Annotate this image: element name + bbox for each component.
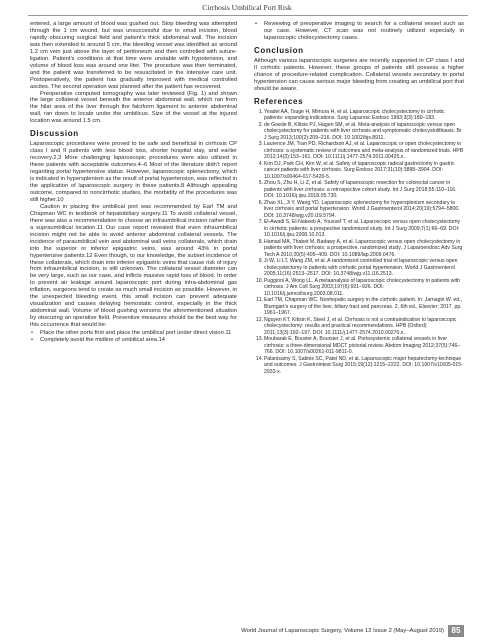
reference-item [254, 336, 464, 355]
page-number: 85 [448, 625, 464, 637]
reference-text: Kim DJ, Park CH, Kim W, et al. Safety of laparoscopic radical gastrectomy in gastric cancer patients with liver cirrhosis. Surg Endosc 2017;31(10):3898–3904. DOI: 10.1007/s00464-017-5420-5. [264, 160, 455, 180]
reference-item [254, 200, 464, 219]
reference-item [254, 297, 464, 316]
list-item: • Completely avoid the midline of umbilical area.14 [40, 337, 237, 344]
case-paragraph: Preoperative computed tomography was later reviewed (Fig. 1) and shown the large collateral vessel beneath the anterior abdominal wall, which ran from the hilar area of the liver through the falciform ligament to anterior abdominal wall, ran down to locate under the umbilicus. Size of the vessel at the injured location was around 1.5 cm. [30, 90, 237, 125]
conclusion-heading: Conclusion [254, 45, 304, 55]
list-item: • Place the other ports first and place the umbilical port under direct vision.11 [40, 330, 237, 337]
reference-number: 8. [258, 238, 263, 245]
reference-number: 12. [255, 316, 263, 323]
reference-item [254, 258, 464, 277]
reference-number: 10. [255, 277, 263, 284]
reference-text: Ji W, Li LT, Wang ZM, et al. A randomized controlled trial of laparoscopic versus open cholecystectomy in patients with cirrhotic portal hypertension. World J Gastroenterol 2005;11(16):2513–2517. DOI: 10.3748/wjg.v11.i16.2513. [264, 258, 458, 278]
reference-number: 7. [258, 219, 263, 226]
reference-text: Puggioni A, Wong LL. A metaanalysis of laparoscopic cholecystectomy in patients with cirrhosis. J Am Coll Surg 2003;197(6):921–926. DOI: 10.1016/j.jamcollsurg.2003.08.011. [264, 277, 460, 297]
running-header: Cirrhosis Umbilical Port Risk [202, 3, 292, 12]
reference-text: El-Awadi S, El-Nakeeb A, Youssef T, et al. Laparoscopic versus open cholecystectomy in cirrhotic patients: a prospective randomized study. Int J Surg 2009;7(1):66–69. DOI: 10.1016/j.ijsu.2008.10.013. [264, 219, 461, 239]
reference-text: Zhou S, Zhu H, Li Z, et al. Safety of laparoscopic resection for colorectal cancer in patients with liver cirrhosis: a retrospective cohort study. Int J Surg 2018;55:110–116. DOI: 10.1016/j.ijsu.2018.05.730. [264, 180, 457, 200]
reference-text: Nguyen KT, Kitisin K, Steel J, et al. Cirrhosis is not a contraindication to laparoscopic cholecystectomy: results and practical recommendations. HPB (Oxford) 2011;13(3):192–197. DOI: 10.1111/j.1477-2574.2010.00270.x. [264, 316, 457, 336]
reference-number: 9. [258, 258, 263, 265]
left-column [30, 21, 237, 345]
preventive-measures-list-continued [254, 21, 464, 42]
reference-text: Moubarak E, Bouvier A, Boursier J, et al. Portosystemic collateral vessels in liver cirrhosis: a three-dimensional MDCT pictorial review. Abdom Imaging 2012;37(5):746–766. DOI: 10.1007/s00261-011-9811-0. [264, 336, 461, 356]
reference-number: 1. [258, 108, 263, 115]
reference-number: 11. [256, 297, 263, 304]
reference-item [254, 122, 464, 141]
discussion-heading [30, 129, 237, 138]
reference-number: 2. [258, 121, 263, 128]
reference-number: 13. [255, 336, 263, 343]
preventive-measures-list [30, 330, 237, 344]
discussion-paragraph: Laparoscopic procedures were proved to be safe and beneficial in cirrhosis CP class I and II patients with less blood loss, shorter hospital stay, and earlier recovery.2,3 More challenging laparoscopic procedures were also utilized in these patients with acceptable outcomes.4–6 Most of the literature didn’t report regarding portal hypertensive status. However, laparoscopic splenectomy, which is indicated in hypersplenism as the result of portal hypertension, was reflected in the application of laparoscopic surgery in these patients.8 Although appealing outcome, compared to noncirrhotic studies, the morbidity of the procedures was still higher.10 [30, 141, 237, 203]
header-rule [28, 15, 468, 16]
reference-text: Earl TM, Chapman WC. Nonhepatic surgery in the cirrhotic patient. In: Jarnagin W. ed., Blumgart’s surgery of the liver, biliary tract and pancreas. 2, 6th ed., Elsevier; 2017. pp. 1961–1967. [264, 297, 462, 317]
reference-text: Palanisamy S, Sabnis SC, Patel ND, et al. Laparoscopic major hepatectomy-technique and outcomes. J Gastrointest Surg 2015;19(12):2215–2222. DOI: 10.1007/s11605-015-2933-x. [264, 355, 463, 375]
reference-number: 5. [258, 180, 263, 187]
reference-item [254, 109, 464, 122]
list-item: • Reviewing of preoperative imaging to search for a collateral vessel such as our case. However, CT scan was not routinely utilized especially in laparoscopic cholecystectomy cases. [264, 21, 464, 42]
reference-item [254, 356, 464, 375]
reference-item [254, 219, 464, 238]
reference-item [254, 161, 464, 180]
discussion-heading-text: Discussion [30, 129, 79, 139]
case-paragraph: entered, a large amount of blood was gushed out. Stop bleeding was attempted through the 1 cm wound, but was unsuccessful due to small incision, blood rapidly obscuring surgical field and patient’s thick abdominal wall. The incision was then extended to around 5 cm, the bleeding vessel was identified as around 1.2 cm vein just above the layer of peritoneum and then controlled with suture-ligation. Patient’s conditions at that time were unstable with hypotension, and volume of blood loss was around one liter. The procedure was then terminated, and the patient was transferred to be resuscitated in the intensive care unit. Postoperatively, the patient has gradually improved with medical controlled ascites. The second operation was planned after the patient has recovered. [30, 21, 237, 90]
conclusion-paragraph: Although various laparoscopic surgeries are recently supported in CP class I and II cirrhotic patients. However, these groups of patients still possess a higher chance of procedure-related complication. Collateral vessels secondary to portal hypertension can cause serious major bleeding from creating an umbilical port that should be aware. [254, 57, 464, 92]
reference-item [254, 278, 464, 297]
journal-footer: World Journal of Laparoscopic Surgery, Volume 12 Issue 2 (May–August 2019) [241, 628, 444, 634]
reference-item [254, 141, 464, 160]
reference-text: Zhao XL, Ji Y, Wang YD. Laparoscopic splenectomy for hypersplenism secondary to liver cirrhosis and portal hypertension. World J Gastroenterol 2014;20(19):5794–5800. DOI: 10.3748/wjg.v20.i19.5794. [264, 199, 460, 219]
reference-text: Hamad MA, Thabet M, Badawy A, et al. Laparoscopic versus open cholecystectomy in patients with liver cirrhosis: a prospective, randomized study. J Laparoendosc Adv Surg Tech A 2010;20(5):405–409. DOI: 10.1089/lap.2009.0476. [264, 238, 463, 258]
references-heading: References [254, 96, 304, 106]
reference-item [254, 317, 464, 336]
reference-number: 4. [258, 160, 263, 167]
reference-text: Laurence JM, Tran PD, Richardson AJ, et al. Laparoscopic or open cholecystectomy in cirrhosis: a systematic review of outcomes and meta-analysis of randomized trials. HPB 2012;14(3):153–161. DOI: 10.1111/j.1477-2574.2011.00425.x. [264, 141, 464, 161]
reference-number: 3. [258, 141, 263, 148]
discussion-paragraph: Caution in placing the umbilical port was recommended by Earl TM and Chapman WC in textbook of hepatobiliary surgery.11 To avoid collateral vessel, there was also a recommendation to choose an infraumbilical incision rather than a supraumbilical location.11 Our case report revealed that even infraumbilical incision might not be able to avoid anterior abdominal collateral vessels. The incidence of paraumbilical vein and abdominal wall veins collaterals, which drain into the superior or inferior epigastric veins, was around 43% in portal hypertensive patients.12 Even though, to our knowledge, the subset incidence of these collaterals, which drain into inferior epigastric veins that cause risk of injury from infraumbilical incision, is still unknown. The collateral vessel diameter can be very large, such as our case, and inflicts massive rapid loss of blood. In order to prevent air leakage around laparoscopic port during intra-abdominal gas inflation, surgeons tend to create as much small incision as possible. However, in the unexpected bleeding event, this small incision can prevent adequate visualization and causes delaying hemostatic control, especially in the thick abdominal wall. Volume of blood gushing worsens the aforementioned situation by obscuring an operative field. Preventive measures should be the best way for this occurrence that would be: [30, 203, 237, 329]
reference-list [254, 109, 464, 376]
reference-text: Yeadel AA, Tsuge H, Mimura H, et al. Laparoscopic cholecystectomy in cirrhotic patients: expanding indications. Surg Laparosc Endosc 1993;3(3):180–183. [264, 108, 445, 122]
reference-item [254, 180, 464, 199]
right-column [254, 21, 464, 375]
reference-number: 6. [258, 199, 263, 206]
reference-number: 14. [255, 355, 263, 362]
reference-text: de Goede B, Klitsie PJ, Hagen SM, et al. Meta-analysis of laparoscopic versus open cholecystectomy for patients with liver cirrhosis and symptomatic cholecystolithiasis. Br J Surg 2013;100(2):209–216. DOI: 10.1002/bjs.8911. [264, 121, 462, 141]
reference-item [254, 239, 464, 258]
